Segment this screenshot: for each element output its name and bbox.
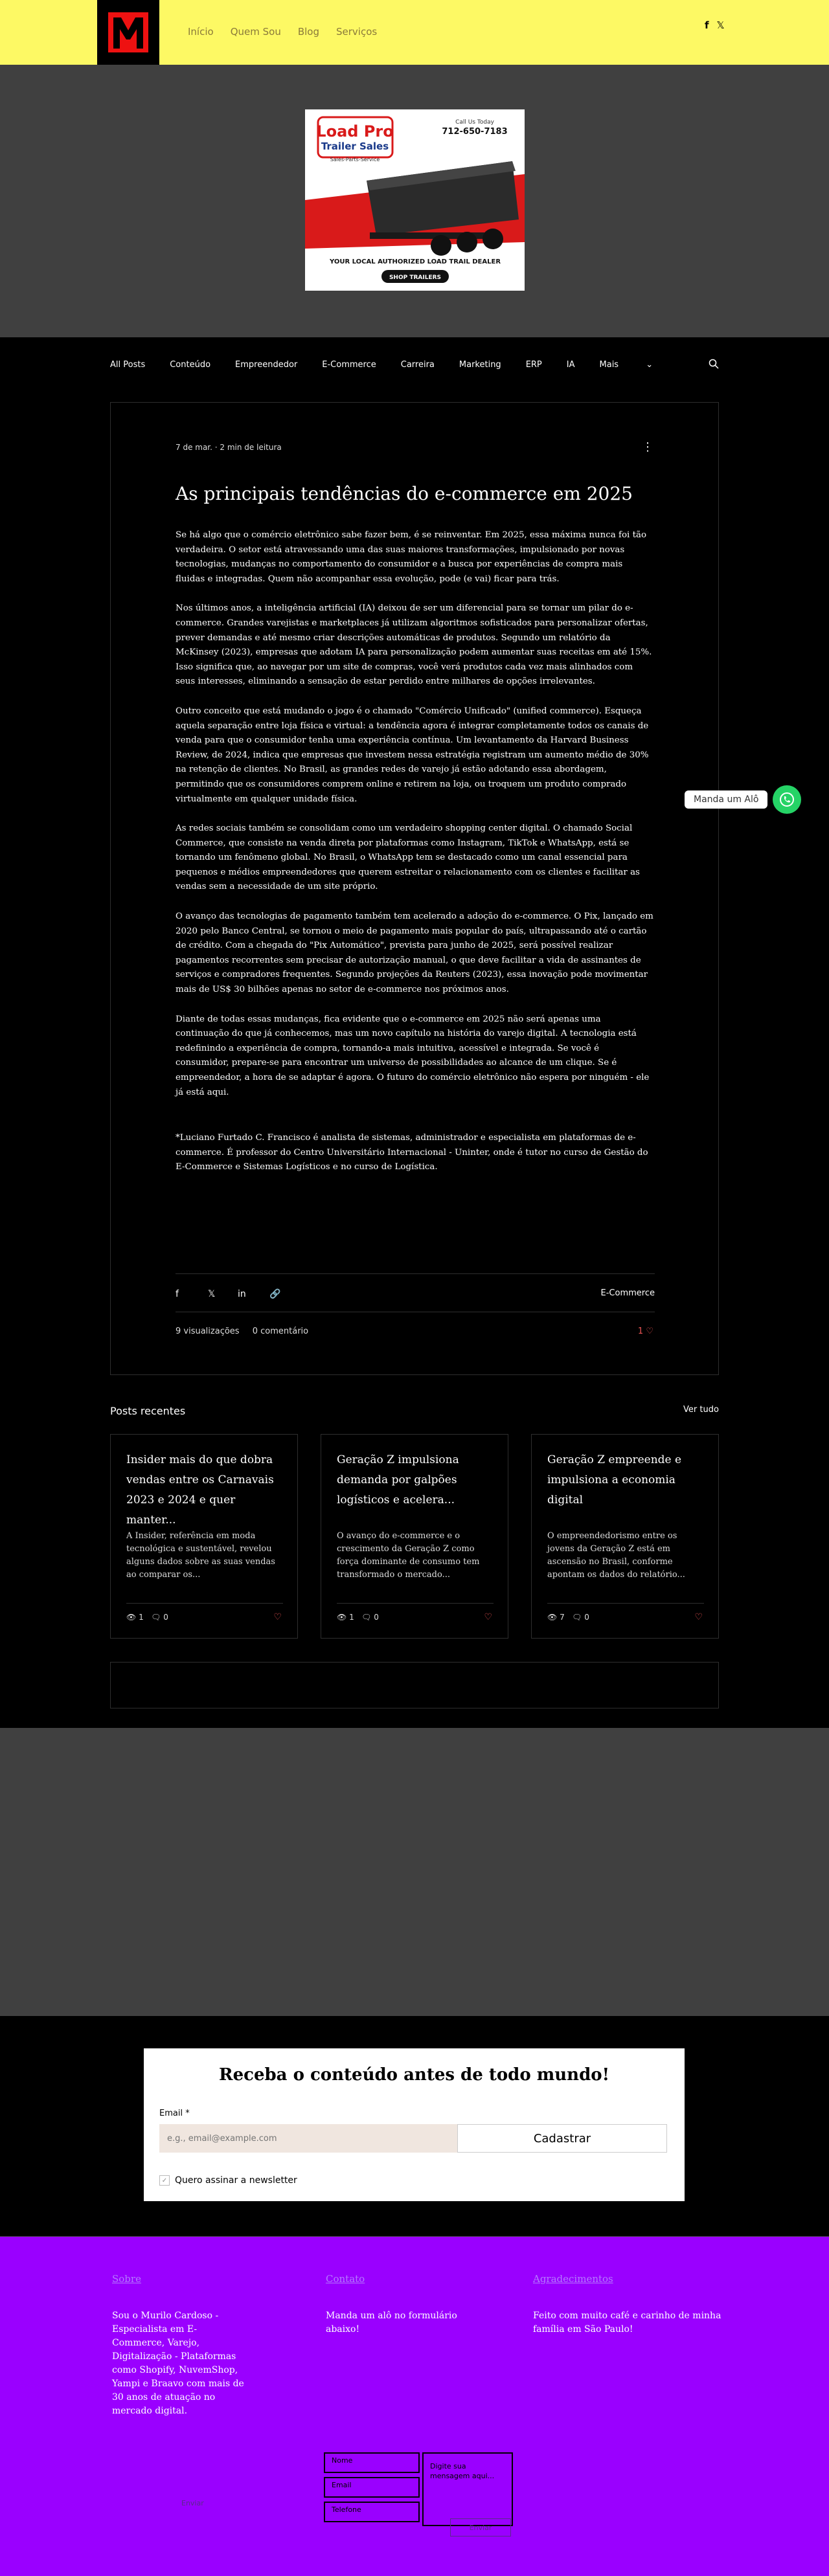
recent-post-excerpt: O avanço do e-commerce e o crescimento da Geração Z como força dominante de consumo tem transformado o mercado... <box>337 1531 480 1580</box>
ad-call: Call Us Today <box>455 119 494 126</box>
article-meta: 7 de mar. · 2 min de leitura <box>176 443 282 452</box>
facebook-icon[interactable]: f <box>705 19 709 31</box>
recent-post-views: 1 <box>139 1613 144 1622</box>
nav-servicos[interactable]: Serviços <box>336 26 378 38</box>
recent-post-views: 1 <box>349 1613 354 1622</box>
ad-banner[interactable] <box>305 109 525 291</box>
article-read-time: 2 min de leitura <box>220 443 282 452</box>
footer-about-text: Sou o Murilo Cardoso - Especialista em E-Commerce, Varejo, Digitalização - Plataformas como Shopify, NuvemShop, Yampi e Braavo com mais de 30 anos de atuação no mercado digital. <box>112 2311 244 2416</box>
whatsapp-widget[interactable] <box>685 785 801 814</box>
subscribe-button[interactable]: Cadastrar <box>457 2124 667 2153</box>
category-all-posts[interactable]: All Posts <box>110 360 146 370</box>
site-logo[interactable] <box>97 0 159 65</box>
ad-brand-line1: Load Pro <box>316 122 394 140</box>
whatsapp-icon[interactable] <box>773 785 801 814</box>
category-more-menu[interactable] <box>600 360 678 370</box>
newsletter-checkbox-row[interactable] <box>159 2175 297 2186</box>
linkedin-share-icon[interactable]: in <box>238 1289 246 1299</box>
comments-box[interactable] <box>110 1662 719 1708</box>
trailer-ad-image <box>305 109 525 291</box>
chevron-down-icon: ⌄ <box>646 360 653 370</box>
footer-thanks-title: Agradecimentos <box>533 2273 613 2285</box>
article-author-note: *Luciano Furtado C. Francisco é analista de sistemas, administrador e especialista em plataformas de e-commerce. É professor do Centro Universitário Internacional - Uninter, onde é tutor no curso de Gestão do E-Commerce e Sistemas Logísticos e no curso de Logística. <box>176 1133 648 1172</box>
footer-thanks-text: Feito com muito café e carinho de minha família em São Paulo! <box>533 2311 721 2335</box>
eye-icon: 👁 <box>547 1613 558 1622</box>
form-side-label: Enviar <box>181 2499 204 2507</box>
recent-post-title[interactable]: Geração Z empreende e impulsiona a economia digital <box>547 1453 682 1506</box>
article-paragraph: Outro conceito que está mudando o jogo é o chamado "Comércio Unificado" (unified commerce). Esqueça aquela separação entre loja física e virtual: a tendência agora é integrar completamente todos os canais de venda para que o consumidor tenha uma experiência contínua. Um levantamento da Harvard Business Review, de 2024, indica que empresas que investem nessa estratégia registram um aumento médio de 30% na retenção de clientes. No Brasil, as grandes redes de varejo já estão adotando essa abordagem, permitindo que os consumidores comprem online e retirem na loja, ou troquem um produto comprado virtualmente em qualquer unidade física. <box>176 706 649 804</box>
footer-about-title: Sobre <box>112 2273 141 2285</box>
newsletter-title: Receba o conteúdo antes de todo mundo! <box>218 2065 610 2085</box>
newsletter-form <box>144 2048 685 2201</box>
recent-post-comments: 0 <box>374 1613 379 1622</box>
recent-posts-heading: Posts recentes <box>110 1405 186 1417</box>
nav-inicio[interactable]: Início <box>188 26 214 38</box>
recent-post-stats <box>337 1603 494 1622</box>
checkbox[interactable]: ✓ <box>159 2175 170 2186</box>
social-links <box>705 19 725 31</box>
nav-quem-sou[interactable]: Quem Sou <box>230 26 281 38</box>
article-like-button[interactable] <box>638 1327 653 1336</box>
footer-contact-title: Contato <box>326 2273 365 2285</box>
more-options-icon[interactable]: ⋮ <box>642 440 653 454</box>
share-bar <box>176 1273 655 1312</box>
category-e-commerce[interactable]: E-Commerce <box>322 360 376 370</box>
eye-icon: 👁 <box>126 1613 137 1622</box>
whatsapp-label[interactable]: Manda um Alô <box>685 790 767 809</box>
recent-post-excerpt: A Insider, referência em moda tecnológica e sustentável, revelou alguns dados sobre as suas vendas ao comparar os... <box>126 1531 275 1580</box>
recent-post-views: 7 <box>560 1613 565 1622</box>
email-input[interactable] <box>159 2124 457 2153</box>
article-paragraph: Se há algo que o comércio eletrônico sabe fazer bem, é se reinventar. Em 2025, essa máxima nunca foi tão verdadeira. O setor está atravessando uma das suas maiores transformações, impulsionado por novas tecnologias, mudanças no comportamento do consumidor e a busca por experiências de compra mais fluidas e integradas. Quem não acompanhar essa evolução, pode (e vai) ficar para trás. <box>176 530 647 584</box>
recent-post-card[interactable] <box>321 1434 508 1639</box>
recent-post-stats <box>547 1603 704 1622</box>
category-nav <box>110 360 719 370</box>
footer-contact-text: Manda um alô no formulário abaixo! <box>326 2311 457 2335</box>
x-share-icon[interactable]: 𝕏 <box>208 1289 216 1299</box>
phone-field[interactable]: Telefone <box>324 2502 420 2522</box>
top-header <box>0 0 829 65</box>
category-empreendedor[interactable]: Empreendedor <box>235 360 298 370</box>
nav-blog[interactable]: Blog <box>297 26 320 38</box>
heart-icon[interactable]: ♡ <box>273 1612 282 1622</box>
heart-icon[interactable]: ♡ <box>484 1612 492 1622</box>
main-nav <box>188 26 377 38</box>
footer-thanks <box>533 2273 727 2336</box>
footer-contact <box>326 2273 481 2336</box>
phone-icon <box>779 792 795 807</box>
checkbox-label: Quero assinar a newsletter <box>175 2175 297 2186</box>
twitter-icon[interactable]: 𝕏 <box>716 19 725 31</box>
category-carreira[interactable]: Carreira <box>400 360 435 370</box>
comment-icon: 🗨 <box>572 1613 582 1622</box>
recent-post-title[interactable]: Geração Z impulsiona demanda por galpões logísticos e acelera... <box>337 1453 459 1506</box>
send-button[interactable]: Enviar <box>450 2518 511 2537</box>
logo-mark-icon <box>106 10 151 55</box>
ad-dealer: YOUR LOCAL AUTHORIZED <box>329 258 426 265</box>
footer-about <box>112 2273 267 2418</box>
article-body <box>176 528 653 1190</box>
article-paragraph: As redes sociais também se consolidam como um verdadeiro shopping center digital. O chamado Social Commerce, que consiste na venda direta por plataformas como Instagram, TikTok e WhatsApp, está se tornando um fenômeno global. No Brasil, o WhatsApp tem se destacado como um canal essencial para pequenos e médios empreendedores que querem estreitar o relacionamento com os clientes e facilitar as vendas sem a necessidade de um site próprio. <box>176 823 640 892</box>
article-category-link[interactable]: E-Commerce <box>600 1288 655 1298</box>
ad-phone: 712-650-7183 <box>442 127 508 137</box>
blog-section <box>0 337 829 1728</box>
like-count: 1 <box>637 1327 644 1336</box>
site-footer <box>0 2237 829 2576</box>
name-field[interactable]: Nome <box>324 2452 420 2473</box>
article-comments-link[interactable]: 0 comentário <box>252 1327 309 1336</box>
eye-icon: 👁 <box>337 1613 347 1622</box>
category-conteudo[interactable]: Conteúdo <box>170 360 211 370</box>
recent-post-card[interactable] <box>110 1434 298 1639</box>
email-label: Email * <box>159 2109 190 2118</box>
category-more-label: Mais <box>599 360 619 370</box>
recent-post-comments: 0 <box>163 1613 168 1622</box>
newsletter-section <box>0 2016 829 2236</box>
ad-brand-line2: Trailer Sales <box>321 140 389 152</box>
article-card <box>110 402 719 1375</box>
ad-shop: SHOP TRAILERS <box>389 274 442 281</box>
recent-post-title[interactable]: Insider mais do que dobra vendas entre os Carnavais 2023 e 2024 e quer manter... <box>126 1453 274 1527</box>
article-paragraph: Diante de todas essas mudanças, fica evidente que o e-commerce em 2025 não será apenas uma continuação do que já conhecemos, mas um novo capítulo na história do varejo digital. A tecnologia está redefinindo a experiência de compra, tornando-a mais intuitiva, acessível e integrada. Se você é consumidor, prepare-se para encontrar um universo de possibilidades ao alcance de um clique. Se é empreendedor, a hora de se adaptar é agora. O futuro do comércio eletrônico não espera por ninguém - ele já está aqui. <box>176 1014 650 1097</box>
article-stats <box>176 1327 308 1336</box>
article-date: 7 de mar. <box>176 443 212 452</box>
recent-post-excerpt: O empreendedorismo entre os jovens da Geração Z está em ascensão no Brasil, conforme apontam os dados do relatório... <box>547 1531 685 1580</box>
category-erp[interactable]: ERP <box>525 360 542 370</box>
ad-dealer-brand: LOAD TRAIL DEALER <box>427 258 501 265</box>
article-paragraph: O avanço das tecnologias de pagamento também tem acelerado a adoção do e-commerce. O Pix, lançado em 2020 pelo Banco Central, se tornou o meio de pagamento mais popular do país, ultrapassando até o cartão de crédito. Com a chegada do "Pix Automático", prevista para junho de 2025, será possível realizar pagamentos recorrentes sem precisar de autorização manual, o que deve facilitar a vida de assinantes de serviços e compradores frequentes. Segundo projeções da Reuters (2023), essa inovação pode movimentar mais de US$ 30 bilhões apenas no setor de e-commerce nos próximos anos. <box>176 912 653 995</box>
see-all-link[interactable]: Ver tudo <box>683 1405 719 1415</box>
recent-post-comments: 0 <box>584 1613 589 1622</box>
svg-text:YOUR LOCAL AUTHORIZED LOAD TRA <box>329 258 501 265</box>
link-share-icon[interactable]: 🔗 <box>269 1289 281 1299</box>
recent-post-card[interactable] <box>531 1434 719 1639</box>
category-ia[interactable]: IA <box>566 360 575 370</box>
search-icon[interactable] <box>709 359 719 369</box>
ad-brand-sub: Sales-Parts-Service <box>330 157 380 162</box>
comment-icon: 🗨 <box>361 1613 372 1622</box>
email-field[interactable]: Email <box>324 2477 420 2498</box>
article-views: 9 visualizações <box>176 1327 240 1336</box>
facebook-share-icon[interactable]: f <box>176 1289 179 1299</box>
comment-icon: 🗨 <box>151 1613 161 1622</box>
article-paragraph: Nos últimos anos, a inteligência artificial (IA) deixou de ser um diferencial para se tornar um pilar do e-commerce. Grandes varejistas e marketplaces já utilizam algoritmos sofisticados para personalizar ofertas, prever demandas e até mesmo criar descrições automáticas de produtos. Segundo um relatório da McKinsey (2023), empresas que adotam IA para personalização podem aumentar suas receitas em até 15%. Isso significa que, ao navegar por um site de compras, você verá produtos cada vez mais alinhados com seus interesses, eliminando a sensação de estar perdido entre milhares de opções irrelevantes. <box>176 603 652 687</box>
heart-icon[interactable]: ♡ <box>694 1612 703 1622</box>
category-marketing[interactable]: Marketing <box>459 360 501 370</box>
recent-post-stats <box>126 1603 283 1622</box>
heart-icon: ♡ <box>646 1327 653 1336</box>
message-field[interactable]: Digite sua mensagem aqui... <box>422 2452 513 2526</box>
article-title: As principais tendências do e-commerce em 2025 <box>176 483 633 504</box>
